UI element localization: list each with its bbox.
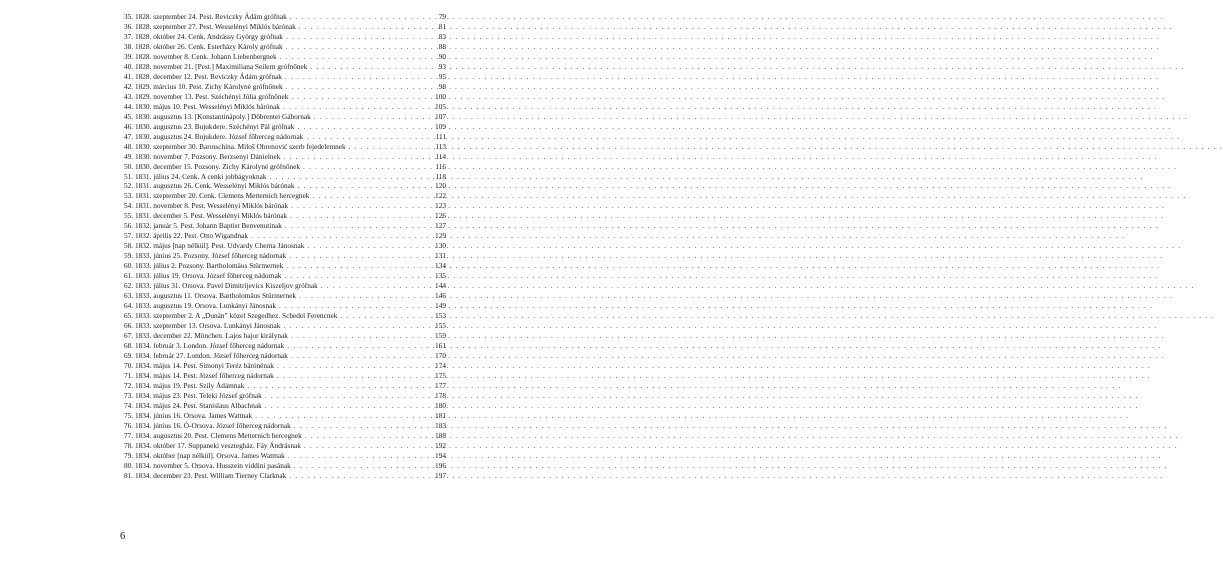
toc-entry-title: 79. 1834. október [nap nélkül]. Orsova. James Wattnak — [124, 450, 285, 460]
toc-entry-title: 66. 1833. szeptember 13. Orsova. Lunkányi Jánosnak — [124, 321, 281, 331]
toc-entry-page: 90 — [438, 51, 446, 61]
toc-entry-page: 135 — [435, 271, 446, 281]
toc-entry-title: 35. 1828. szeptember 24. Pest. Reviczky Ádám grófnak — [124, 12, 287, 21]
toc-entry — [124, 331, 446, 341]
toc-entry — [124, 102, 446, 112]
dot-leader — [283, 321, 427, 331]
toc-entry — [124, 401, 446, 411]
toc-entry — [124, 112, 446, 122]
toc-entry-title: 75. 1834. június 16. Orsova. James Wattnak — [124, 410, 253, 420]
toc-entry — [124, 241, 446, 251]
toc-entry — [124, 132, 446, 142]
dot-leader — [303, 162, 427, 172]
toc-entry — [124, 261, 446, 271]
toc-entry — [124, 441, 446, 451]
toc-entry-page: 129 — [435, 231, 446, 241]
toc-entry-page: 131 — [435, 251, 446, 261]
toc-entry-page: 113 — [435, 141, 446, 151]
dot-leader — [286, 82, 427, 92]
toc-entry-page: 116 — [435, 161, 446, 171]
toc-entry-title: 57. 1832. április 22. Pest. Otto Wigandnak — [124, 231, 249, 241]
dot-leader — [307, 241, 427, 251]
toc-entry-title: 74. 1834. május 24. Pest. Stanislaus Albachnak — [124, 400, 262, 410]
toc-entry-title: 69. 1834. február 27. London. József főherceg nádornak — [124, 350, 288, 360]
toc-entry — [124, 82, 446, 92]
toc-entry-page: 109 — [435, 121, 446, 131]
toc-entry-title: 46. 1830. augusztus 23. Bujukdere. Széchényi Pál grófnak — [124, 121, 295, 131]
toc-entry-title: 67. 1833. december 22. München. Lajos bajor királynak — [124, 331, 288, 340]
dot-leader — [286, 32, 427, 42]
toc-entry-page: 98 — [438, 81, 446, 91]
toc-entry-title: 78. 1834. október 17. Suppaneki vesztegház. Fáy Ándrásnak — [124, 440, 301, 450]
toc-entry — [124, 231, 446, 241]
toc-entry-title: 47. 1830. augusztus 24. Bujukdere. József főherceg nádornak — [124, 131, 304, 141]
dot-leader — [288, 451, 427, 461]
toc-entry-page: 194 — [435, 450, 446, 460]
toc-entry-title: 77. 1834. augusztus 20. Pest. Clemens Metternich hercegnek — [124, 430, 302, 440]
toc-entry-title: 43. 1829. november 13. Pest. Széchényi Júlia grófnőnek — [124, 91, 289, 101]
toc-entry-page: 114 — [435, 151, 446, 161]
toc-entry — [124, 341, 446, 351]
toc-entry — [124, 221, 446, 231]
toc-entry — [124, 162, 446, 172]
toc-entry — [124, 142, 446, 152]
toc-entry-title: 50. 1830. december 15. Pozsony. Zichy Károlyné grófnőnek — [124, 161, 301, 171]
toc-entry-title: 53. 1831. szeptember 20. Cenk. Clemens Metternich hercegnek — [124, 191, 310, 201]
toc-entry — [124, 72, 446, 82]
toc-entry — [124, 321, 446, 331]
toc-entry-page: 83 — [438, 31, 446, 41]
toc-entry-page: 181 — [435, 410, 446, 420]
toc-entry-page: 183 — [435, 420, 446, 430]
dot-leader — [284, 271, 427, 281]
dot-leader — [291, 331, 427, 341]
toc-entry-page: 107 — [435, 111, 446, 121]
dot-leader — [277, 361, 427, 371]
toc-entry — [124, 201, 446, 211]
dot-leader — [297, 122, 427, 132]
toc-entry-page: 161 — [435, 340, 446, 350]
toc-entry — [124, 371, 446, 381]
toc-entry — [124, 351, 446, 361]
toc-entry — [124, 191, 446, 201]
toc-entry-page: 144 — [435, 281, 446, 291]
toc-entry-page: 153 — [435, 311, 446, 321]
toc-entry-title: 60. 1833. július 2. Pozsony. Bartholomäus Stürmernek — [124, 261, 284, 271]
toc-entry-page: 130 — [435, 241, 446, 251]
toc-entry-page: 155 — [435, 321, 446, 331]
toc-entry-page: 123 — [435, 201, 446, 211]
toc-entry-page: 159 — [435, 331, 446, 340]
book-page — [0, 0, 570, 570]
toc-entry — [124, 251, 446, 261]
toc-entry-title: 73. 1834. május 23. Pest. Teleki József grófnak — [124, 390, 262, 400]
dot-leader — [285, 72, 427, 82]
toc-entry-page: 93 — [438, 61, 446, 71]
dot-leader — [247, 381, 427, 391]
dot-leader — [291, 351, 427, 361]
toc-entry-title: 80. 1834. november 5. Orsova. Husszein viddini pasának — [124, 460, 291, 470]
toc-entry-page: 126 — [435, 211, 446, 221]
toc-entry-title: 44. 1830. május 10. Pest. Wesselényi Miklós bárónak — [124, 101, 280, 111]
toc-entry-page: 79 — [438, 12, 446, 21]
toc-entry-page: 175 — [435, 370, 446, 380]
dot-leader — [298, 181, 427, 191]
table-of-contents — [124, 12, 446, 481]
dot-leader — [251, 231, 427, 241]
dot-leader — [277, 371, 427, 381]
toc-entry-title: 41. 1828. december 12. Pest. Reviczky Ádám grófnak — [124, 71, 282, 81]
toc-entry — [124, 381, 446, 391]
toc-entry — [124, 42, 446, 52]
toc-entry — [124, 301, 446, 311]
toc-entry — [124, 471, 446, 481]
toc-entry-page: 105 — [435, 101, 446, 111]
dot-leader — [290, 211, 427, 221]
toc-entry — [124, 391, 446, 401]
toc-entry-title: 40. 1828. november 21. [Pest.] Maximiliana Seilern grófnőnek — [124, 61, 308, 71]
toc-entry-page: 149 — [435, 301, 446, 311]
toc-entry-page: 188 — [435, 430, 446, 440]
toc-entry-page: 178 — [435, 390, 446, 400]
toc-entry-title: 39. 1828. november 8. Cenk. Johann Liebenbergnek — [124, 51, 277, 61]
dot-leader — [265, 391, 427, 401]
toc-entry-page: 88 — [438, 41, 446, 51]
toc-entry-page: 81 — [438, 21, 446, 31]
toc-entry — [124, 12, 446, 22]
dot-leader — [306, 132, 427, 142]
dot-leader — [310, 62, 427, 72]
toc-entry-title: 51. 1831. július 24. Cenk. A cenki jobbágyoknak — [124, 171, 267, 181]
dot-leader — [285, 221, 427, 231]
toc-entry — [124, 172, 446, 182]
toc-entry-title: 36. 1828. szeptember 27. Pest. Wesselényi Miklós bárónak — [124, 21, 296, 31]
dot-leader — [314, 112, 427, 122]
toc-entry — [124, 32, 446, 42]
toc-entry — [124, 62, 446, 72]
toc-entry — [124, 152, 446, 162]
toc-entry — [124, 421, 446, 431]
page-number: 6 — [120, 531, 126, 542]
dot-leader — [279, 301, 427, 311]
toc-entry — [124, 311, 446, 321]
toc-entry — [124, 411, 446, 421]
dot-leader — [321, 281, 427, 291]
toc-entry-page: 146 — [435, 291, 446, 301]
dot-leader — [280, 52, 427, 62]
toc-entry-title: 56. 1832. január 5. Pest. Johann Baptist Benvenutinak — [124, 221, 282, 231]
toc-entry-title: 38. 1828. október 26. Cenk. Esterházy Károly grófnak — [124, 41, 283, 51]
dot-leader — [340, 311, 427, 321]
toc-entry-title: 63. 1833. augusztus 11. Orsova. Bartholomäus Stürmernek — [124, 291, 296, 301]
toc-entry — [124, 22, 446, 32]
dot-leader — [304, 441, 427, 451]
toc-entry-title: 48. 1830. szeptember 30. Barotschina. Miloš Obrenović szerb fejedelemnek — [124, 141, 346, 151]
dot-leader — [265, 401, 427, 411]
toc-entry — [124, 431, 446, 441]
toc-entry-page: 180 — [435, 400, 446, 410]
toc-entry-title: 58. 1832. május [nap nélkül]. Pest. Udvardy Cherna Jánosnak — [124, 241, 305, 251]
dot-leader — [286, 261, 427, 271]
dot-leader — [294, 461, 427, 471]
dot-leader — [349, 142, 427, 152]
toc-entry — [124, 181, 446, 191]
toc-entry-page: 170 — [435, 350, 446, 360]
dot-leader — [290, 12, 427, 22]
toc-entry — [124, 271, 446, 281]
toc-entry-page: 174 — [435, 360, 446, 370]
toc-entry — [124, 281, 446, 291]
toc-entry — [124, 52, 446, 62]
dot-leader — [283, 102, 427, 112]
dot-leader — [294, 421, 427, 431]
toc-entry-page: 120 — [435, 181, 446, 191]
dot-leader — [289, 251, 427, 261]
toc-entry — [124, 122, 446, 132]
toc-entry-page: 134 — [435, 261, 446, 271]
dot-leader — [289, 471, 427, 481]
toc-entry-title: 42. 1829. március 10. Pest. Zichy Károlyné grófnőnek — [124, 81, 283, 91]
dot-leader — [299, 22, 427, 32]
toc-entry-title: 62. 1833. július 31. Orsova. Pavel Dimitrijevics Kiszeljov grófnak — [124, 281, 318, 291]
toc-entry-page: 95 — [438, 71, 446, 81]
toc-entry-page: 111 — [435, 131, 446, 141]
toc-entry-page: 177 — [435, 380, 446, 390]
toc-entry-title: 64. 1833. augusztus 19. Orsova. Lunkányi Jánosnak — [124, 301, 276, 311]
toc-entry-title: 76. 1834. június 16. Ó-Orsova. József főherceg nádornak — [124, 420, 291, 430]
toc-entry — [124, 461, 446, 471]
dot-leader — [291, 92, 427, 102]
dot-leader — [305, 431, 427, 441]
toc-entry-page: 122 — [435, 191, 446, 201]
toc-entry — [124, 211, 446, 221]
dot-leader — [287, 341, 427, 351]
toc-entry-title: 55. 1831. december 5. Pest. Wesselényi Miklós bárónak — [124, 211, 288, 221]
toc-entry-title: 72. 1834. május 19. Pest. Szily Ádámnak — [124, 380, 245, 390]
toc-entry — [124, 92, 446, 102]
toc-entry-title: 37. 1828. október 24. Cenk. Andrássy György grófnak — [124, 31, 283, 41]
dot-leader — [299, 291, 427, 301]
toc-entry-page: 100 — [435, 91, 446, 101]
toc-entry-title: 70. 1834. május 14. Pest. Simonyi Teréz bárónénak — [124, 360, 274, 370]
dot-leader — [312, 191, 427, 201]
toc-entry — [124, 451, 446, 461]
toc-entry-page: 127 — [435, 221, 446, 231]
toc-entry-title: 68. 1834. február 3. London. József főherceg nádornak — [124, 340, 285, 350]
dot-leader — [255, 411, 427, 421]
toc-entry-title: 81. 1834. december 23. Pest. William Tierney Clarknak — [124, 470, 287, 480]
toc-entry-title: 65. 1833. szeptember 2. A „Dunán” közel Szegedhez. Schedel Ferencnek — [124, 311, 338, 321]
toc-entry-title: 54. 1831. november 8. Pest. Wesselényi Miklós bárónak — [124, 201, 289, 211]
toc-entry-page: 192 — [435, 440, 446, 450]
toc-entry-title: 71. 1834. május 14. Pest. József főherceg nádornak — [124, 370, 274, 380]
toc-entry — [124, 291, 446, 301]
toc-entry-title: 59. 1833. június 25. Pozsony. József főherceg nádornak — [124, 251, 287, 261]
toc-entry-title: 52. 1831. augusztus 26. Cenk. Wesselényi Miklós bárónak — [124, 181, 295, 191]
toc-entry-title: 61. 1833. július 19. Orsova. József főherceg nádornak — [124, 271, 282, 281]
toc-entry-title: 49. 1830. november 7. Pozsony. Berzsenyi Dánielnek — [124, 151, 281, 161]
dot-leader — [283, 152, 427, 162]
toc-entry-title: 45. 1830. augusztus 13. [Konstantinápoly.] Döbrentei Gábornak — [124, 111, 311, 121]
toc-entry-page: 196 — [435, 460, 446, 470]
dot-leader — [269, 172, 427, 182]
dot-leader — [291, 201, 427, 211]
toc-entry-page: 197 — [435, 470, 446, 480]
toc-entry — [124, 361, 446, 371]
dot-leader — [286, 42, 427, 52]
toc-entry-page: 118 — [435, 171, 446, 181]
